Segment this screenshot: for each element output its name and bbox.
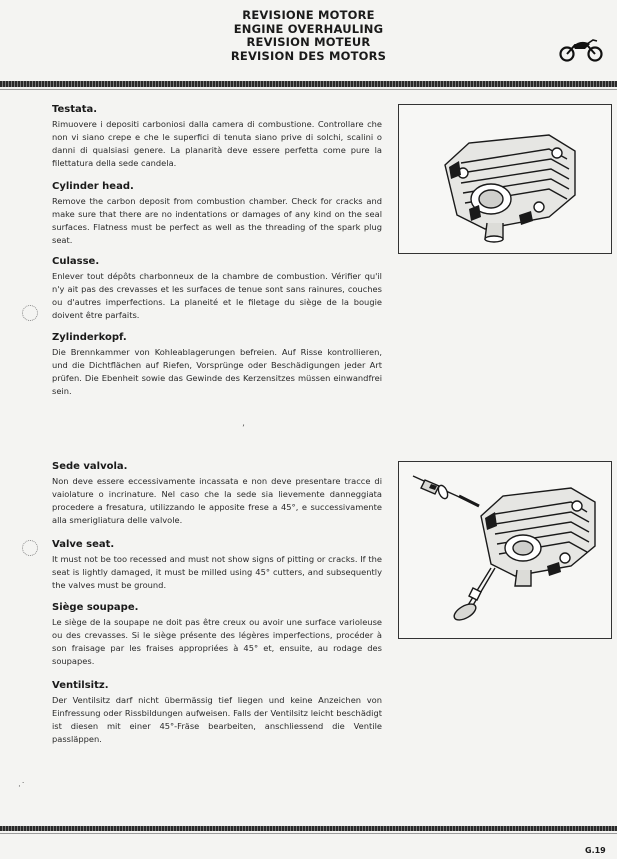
scan-speck: ·˙	[18, 782, 26, 792]
scan-speck: ʼ	[242, 424, 245, 434]
section-zylinderkopf	[52, 331, 382, 398]
section-body: It must not be too recessed and must not show signs of pitting or cracks. If the seat is lightly damaged, it must be milled using 45° cutters, and subsequently the valves must be ground.	[52, 554, 382, 590]
page-header	[0, 9, 617, 63]
section-heading: Ventilsitz.	[52, 680, 109, 691]
section-valve-seat	[52, 538, 382, 592]
section-testata	[52, 103, 382, 170]
title-german: REVISION DES MOTORS	[230, 48, 387, 63]
section-sede-valvola	[52, 460, 382, 527]
section-heading: Testata.	[52, 104, 98, 115]
section-heading: Siège soupape.	[52, 602, 139, 613]
section-heading: Sede valvola.	[52, 461, 128, 472]
bottom-rule-thin	[0, 833, 617, 834]
section-siege-soupape	[52, 601, 382, 668]
section-body: Der Ventilsitz darf nicht übermässig tief liegen und keine Anzeichen von Einfressung oder Rissbildungen aufweisen. Falls der Ventilsitz leicht beschädigt ist diesen mit einer 45°-Fräse bearbeiten, anschliessend die Ventile passläppen.	[52, 695, 382, 744]
section-cylinder-head	[52, 180, 382, 247]
section-heading: Zylinderkopf.	[52, 332, 127, 343]
valve-seat-figure	[398, 461, 612, 639]
section-body: Le siège de la soupape ne doit pas être creux ou avoir une surface varioleuse ou des crevasses. Si le siège présente des légères imperfections, procéder à son fraisage par les fraises appropriées à 45° et, ensuite, au rodage des soupapes.	[52, 617, 382, 666]
section-body: Enlever tout dépôts charbonneux de la chambre de combustion. Vérifier qu'il n'y ait pas des crevasses et les surfaces de tenue sont sans rainures, couches ou d'autres imperfections. La planeité et le filetage du siège de la bougie doivent être parfaits.	[52, 271, 382, 320]
cylinder-head-illustration	[399, 105, 611, 253]
bottom-rule	[0, 826, 617, 831]
section-heading: Cylinder head.	[52, 181, 134, 192]
title-english: ENGINE OVERHAULING	[233, 21, 384, 36]
top-rule	[0, 81, 617, 87]
page-number: G.19	[585, 846, 606, 855]
section-body: Remove the carbon deposit from combustion chamber. Check for cracks and make sure that there are no indentations or damages of any kind on the seal surfaces. Flatness must be perfect as well as the threading of the spark plug seat.	[52, 196, 382, 245]
section-culasse	[52, 255, 382, 322]
section-body: Non deve essere eccessivamente incassata e non deve presentare tracce di vaiolature o incrinature. Nel caso che la sede sia lievemente danneggiata procedere a fresatura, utilizzando le apposite frese a 45°, e successivamente alla smerigliatura delle valvole.	[52, 476, 382, 525]
section-heading: Culasse.	[52, 256, 100, 267]
punch-hole	[22, 540, 38, 556]
section-ventilsitz	[52, 679, 382, 746]
section-body: Rimuovere i depositi carboniosi dalla camera di combustione. Controllare che non vi siano crepe e che le superfici di tenuta siano prive di solchi, scalini o danni di qualsiasi genere. La planarità deve essere perfetta come pure la filettatura della sede candela.	[52, 119, 382, 168]
cylinder-head-figure	[398, 104, 612, 254]
punch-hole	[22, 305, 38, 321]
top-rule-thin	[0, 89, 617, 90]
title-french: REVISION MOTEUR	[246, 35, 371, 49]
title-italian: REVISIONE MOTORE	[242, 8, 375, 22]
motorcycle-icon	[557, 36, 605, 62]
valve-seat-illustration	[399, 462, 611, 638]
section-body: Die Brennkammer von Kohleablagerungen befreien. Auf Risse kontrollieren, und die Dichtflächen auf Riefen, Vorsprünge oder Beschädigungen jeder Art prüfen. Die Ebenheit sowie das Gewinde des Kerzensitzes müssen einwandfrei sein.	[52, 347, 382, 396]
section-heading: Valve seat.	[52, 539, 115, 550]
